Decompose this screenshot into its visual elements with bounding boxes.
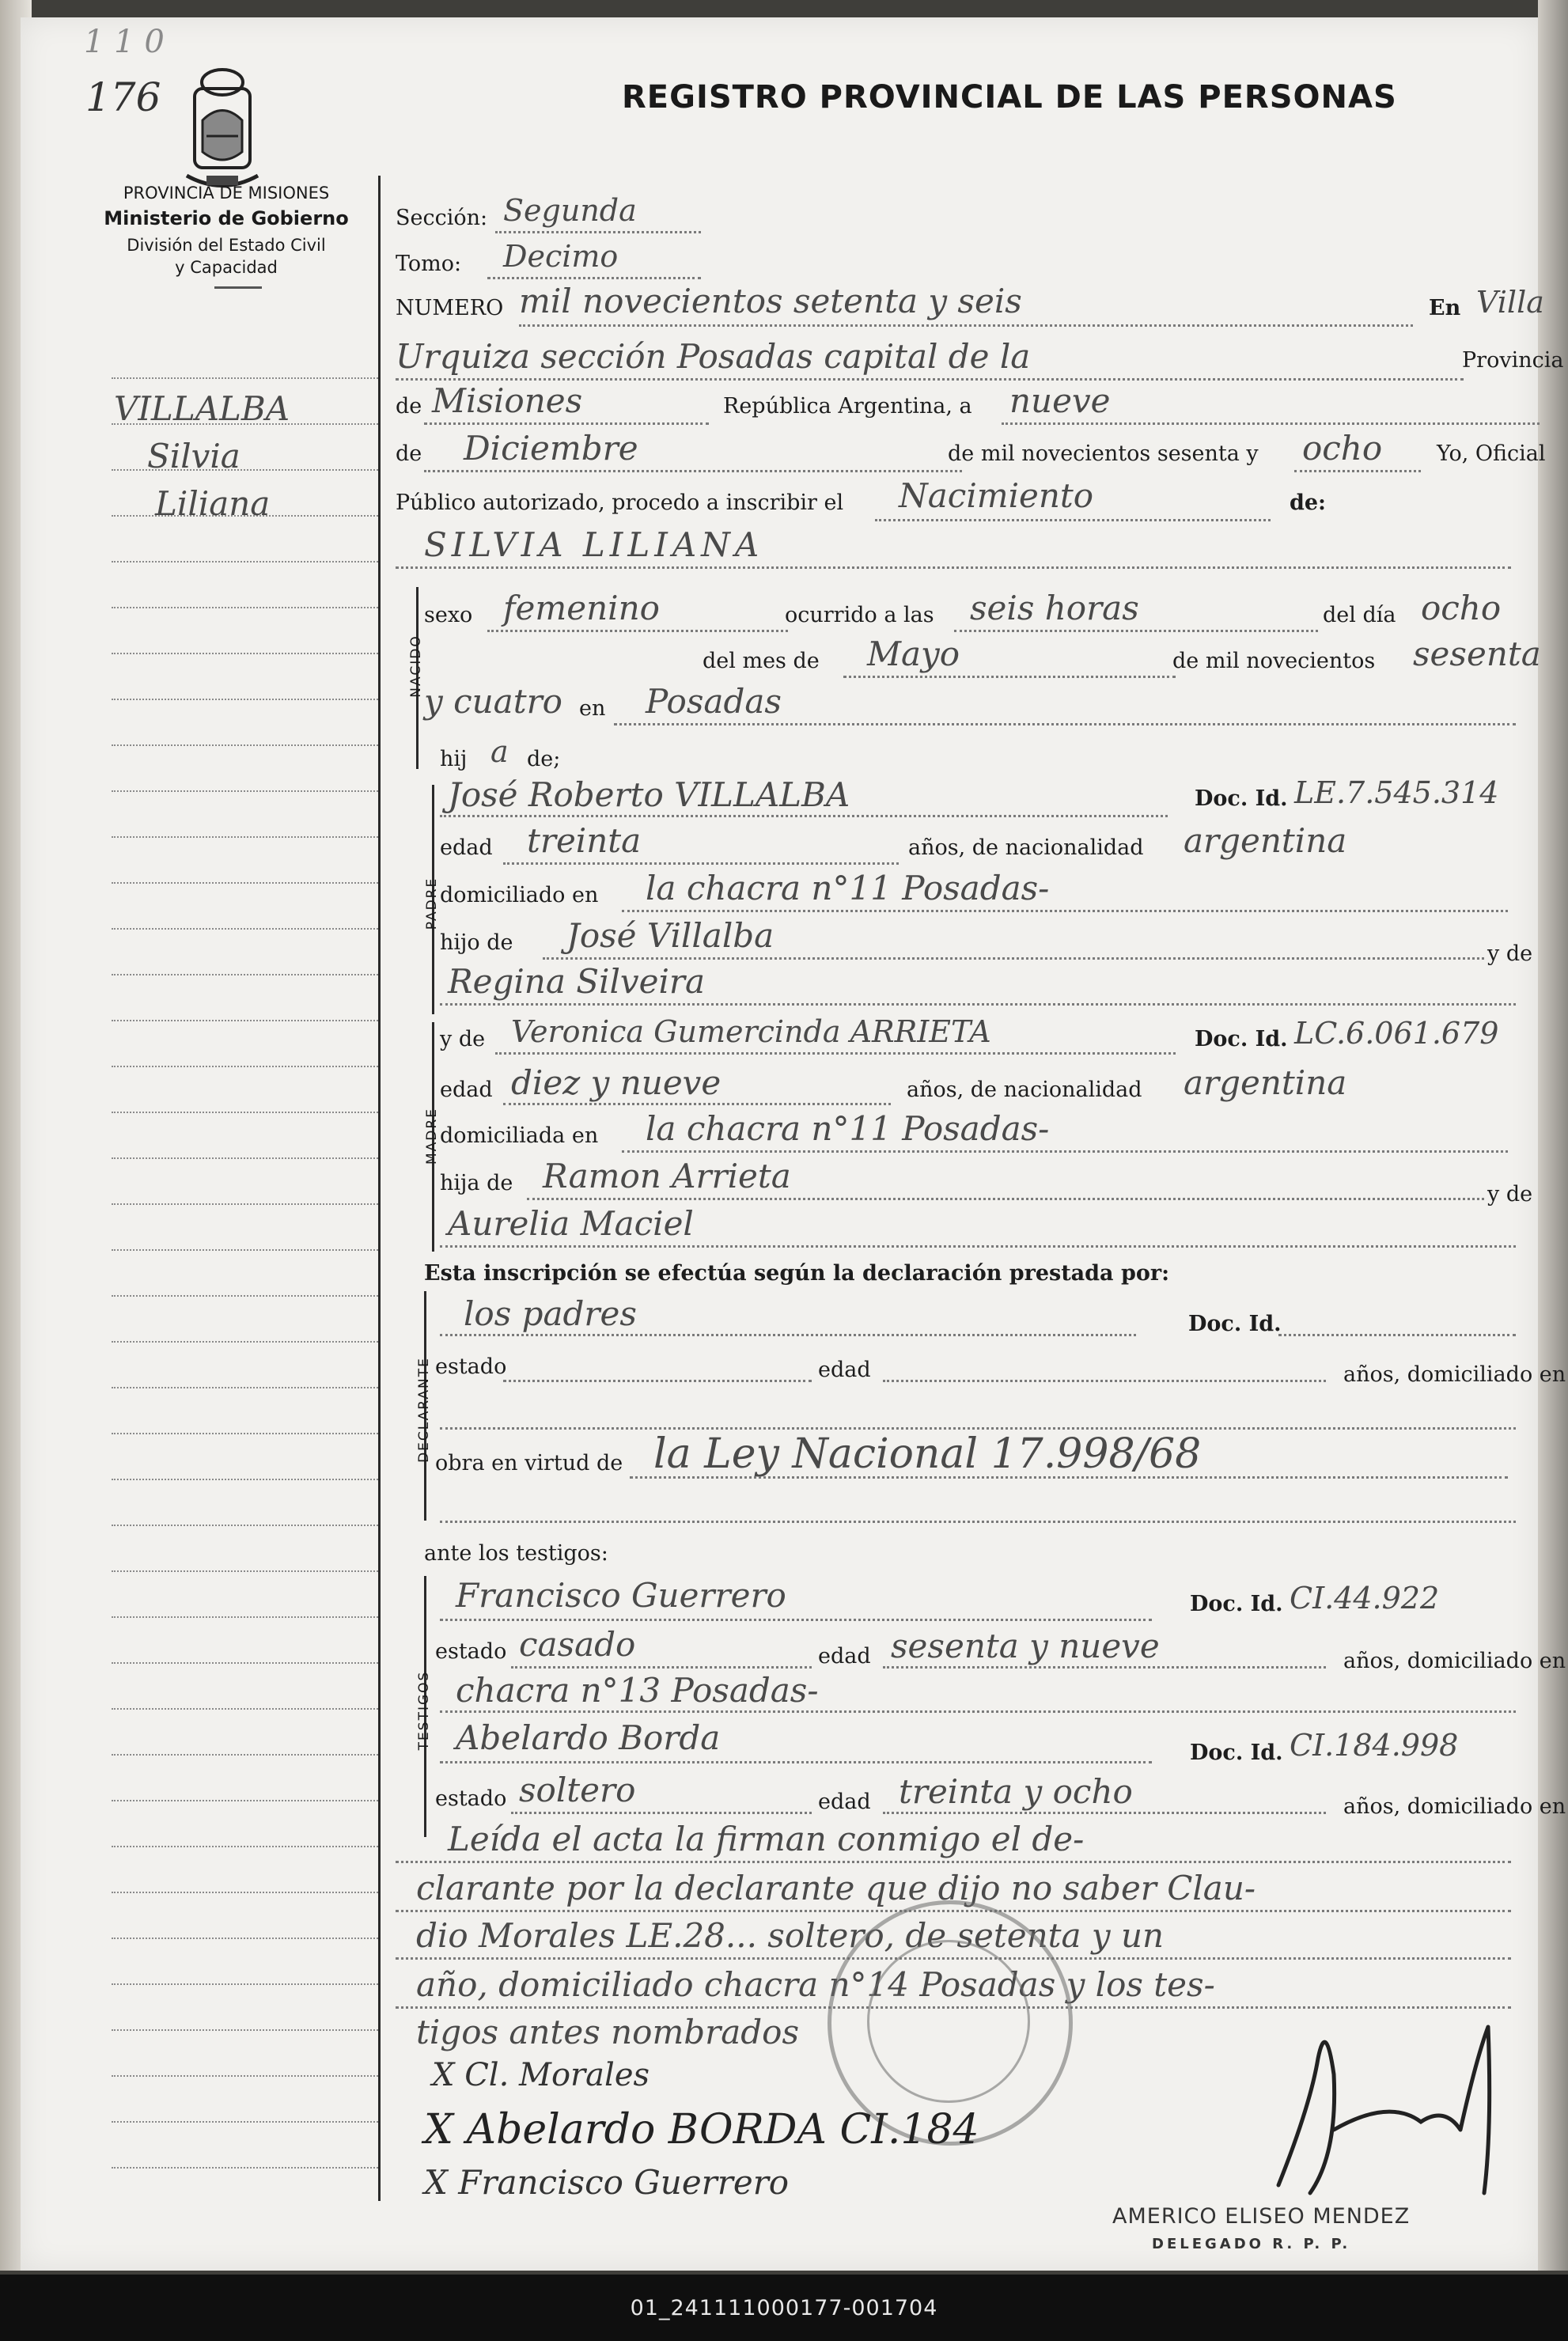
margin-rule bbox=[112, 607, 381, 608]
signature-witness-1: X Francisco Guerrero bbox=[424, 2163, 790, 2202]
margin-rule bbox=[112, 699, 381, 700]
sexo-line bbox=[487, 630, 788, 632]
hij-value: a bbox=[490, 734, 509, 769]
header-divider bbox=[214, 286, 262, 289]
obra-label: obra en virtud de bbox=[435, 1451, 623, 1475]
day-line bbox=[1002, 422, 1540, 425]
anio-label: de mil novecientos bbox=[1172, 649, 1376, 673]
closing-rule-1 bbox=[396, 1861, 1511, 1863]
seccion-line bbox=[495, 231, 701, 233]
province-value: Misiones bbox=[432, 381, 583, 420]
margin-rule bbox=[112, 1800, 381, 1801]
madre-section-label: MADRE bbox=[424, 1108, 440, 1165]
testigo2-doc-label: Doc. Id. bbox=[1190, 1741, 1283, 1765]
testigo1-dom-label: años, domiciliado en bbox=[1343, 1649, 1566, 1673]
margin-rule bbox=[112, 1112, 381, 1113]
padre-yde-label: y de bbox=[1487, 941, 1533, 966]
tomo-label: Tomo: bbox=[396, 252, 462, 276]
capacity-label: y Capacidad bbox=[175, 258, 278, 277]
de-label: de bbox=[396, 394, 422, 419]
official-signature-icon bbox=[1263, 2011, 1516, 2217]
padre-edad-line bbox=[503, 862, 899, 865]
margin-rule bbox=[112, 1754, 381, 1756]
declarante-dom-label: años, domiciliado en bbox=[1343, 1362, 1566, 1387]
padre-section-label: PADRE bbox=[424, 877, 440, 930]
margin-rule bbox=[112, 1341, 381, 1343]
declarante-edad-line bbox=[883, 1380, 1326, 1382]
anio-value-2: y cuatro bbox=[424, 682, 562, 721]
month-line bbox=[424, 470, 962, 472]
margin-rule bbox=[112, 1616, 381, 1618]
year-line bbox=[1294, 470, 1421, 472]
numero-label: NUMERO bbox=[396, 296, 504, 320]
coat-of-arms-icon bbox=[179, 65, 266, 199]
main-vertical-rule bbox=[378, 176, 381, 2201]
year-value: ocho bbox=[1302, 429, 1383, 468]
testigo1-estado: casado bbox=[519, 1625, 636, 1664]
hora-value: seis horas bbox=[970, 589, 1139, 627]
numero-value: mil novecientos setenta y seis bbox=[519, 282, 1022, 320]
padre-dom-line bbox=[622, 910, 1508, 912]
madre-name: Veronica Gumercinda ARRIETA bbox=[511, 1014, 991, 1049]
numero-line bbox=[519, 324, 1413, 327]
margin-rule bbox=[112, 790, 381, 792]
declarante-estado-line bbox=[503, 1380, 812, 1382]
margin-rule bbox=[112, 836, 381, 838]
testigo1-dom: chacra n°13 Posadas- bbox=[456, 1671, 819, 1710]
folio-number: 176 bbox=[85, 74, 161, 120]
margin-surname: VILLALBA bbox=[114, 389, 290, 428]
madre-dom-line bbox=[622, 1150, 1508, 1153]
padre-hijo-line bbox=[543, 957, 1484, 960]
testigo1-name: Francisco Guerrero bbox=[456, 1576, 786, 1615]
en-value: Villa bbox=[1476, 285, 1544, 320]
declarante-doc-label: Doc. Id. bbox=[1188, 1312, 1282, 1336]
registry-stamp-inner bbox=[867, 1940, 1030, 2103]
madre-hija-line bbox=[527, 1198, 1484, 1200]
provincia-label: Provincia bbox=[1462, 348, 1564, 373]
ministry-label: Ministerio de Gobierno bbox=[104, 207, 349, 229]
declarante-name: los padres bbox=[464, 1294, 637, 1333]
margin-rule bbox=[112, 1203, 381, 1205]
tomo-value: Decimo bbox=[503, 239, 619, 274]
margin-rule bbox=[112, 1570, 381, 1572]
madre-name-line bbox=[495, 1052, 1176, 1055]
madre-hija-label: hija de bbox=[440, 1171, 513, 1195]
publico-label: Público autorizado, procedo a inscribir el bbox=[396, 491, 844, 515]
madre-dom-value: la chacra n°11 Posadas- bbox=[646, 1109, 1050, 1148]
margin-rule bbox=[112, 1662, 381, 1664]
margin-rule bbox=[112, 1295, 381, 1297]
testigos-section-label: TESTIGOS bbox=[416, 1670, 432, 1751]
margin-rule bbox=[112, 1249, 381, 1251]
margin-rule bbox=[112, 1157, 381, 1159]
act-line bbox=[875, 519, 1271, 521]
madre-nac-label: años, de nacionalidad bbox=[907, 1078, 1142, 1102]
testigos-intro: ante los testigos: bbox=[424, 1541, 608, 1566]
testigo1-edad-label: edad bbox=[818, 1644, 871, 1669]
madre-doc-label: Doc. Id. bbox=[1195, 1027, 1288, 1051]
official-name: AMERICO ELISEO MENDEZ bbox=[1112, 2204, 1411, 2229]
testigo1-doc-label: Doc. Id. bbox=[1190, 1592, 1283, 1616]
padre-doc-value: LE.7.545.314 bbox=[1294, 775, 1499, 810]
margin-rule bbox=[112, 1938, 381, 1939]
madre-yde-label: y de bbox=[440, 1027, 486, 1051]
declarante-edad-label: edad bbox=[818, 1358, 871, 1382]
margin-rule bbox=[112, 561, 381, 563]
madre-nac-value: argentina bbox=[1184, 1063, 1347, 1102]
division-label: División del Estado Civil bbox=[127, 236, 326, 255]
margin-first-name: Silvia bbox=[147, 437, 241, 475]
province-label: PROVINCIA DE MISIONES bbox=[123, 184, 330, 203]
padre-mother-name: Regina Silveira bbox=[448, 962, 706, 1001]
testigo2-name: Abelardo Borda bbox=[456, 1718, 721, 1757]
margin-rule bbox=[112, 928, 381, 930]
margin-rule bbox=[112, 1479, 381, 1480]
yo-label: Yo, Oficial bbox=[1437, 441, 1546, 466]
padre-mother-line bbox=[440, 1003, 1516, 1006]
sexo-value: femenino bbox=[503, 589, 660, 627]
person-name: SILVIA LILIANA bbox=[424, 525, 764, 564]
margin-rule bbox=[112, 744, 381, 746]
madre-yde2-label: y de bbox=[1487, 1182, 1533, 1206]
lugar-line bbox=[614, 723, 1516, 725]
declarante-name-line bbox=[440, 1334, 1136, 1336]
declarante-intro: Esta inscripción se efectúa según la declaración prestada por: bbox=[424, 1261, 1170, 1286]
dia-label: del día bbox=[1323, 603, 1396, 627]
en-label: En bbox=[1429, 296, 1461, 320]
closing-line-4: año, domiciliado chacra n°14 Posadas y los tes- bbox=[416, 1965, 1215, 2004]
obra-value: la Ley Nacional 17.998/68 bbox=[653, 1430, 1202, 1478]
testigo1-edad-line bbox=[883, 1666, 1326, 1669]
margin-rule bbox=[112, 2121, 381, 2123]
hij-de-label: de; bbox=[527, 747, 561, 771]
obra-line-2 bbox=[440, 1521, 1516, 1523]
page-edge bbox=[1538, 0, 1568, 2271]
margin-rule bbox=[112, 2029, 381, 2031]
seccion-label: Sección: bbox=[396, 206, 488, 230]
margin-rule bbox=[112, 1708, 381, 1710]
margin-rule bbox=[112, 1846, 381, 1847]
image-id-text: 01_241111000177-001704 bbox=[630, 2295, 938, 2320]
testigo1-estado-label: estado bbox=[435, 1639, 507, 1664]
testigo2-edad-line bbox=[883, 1812, 1326, 1814]
margin-second-name: Liliana bbox=[155, 484, 271, 523]
margin-rule bbox=[112, 653, 381, 654]
en-place-label: en bbox=[579, 696, 606, 721]
day-value: nueve bbox=[1009, 381, 1111, 420]
testigo1-estado-line bbox=[511, 1666, 812, 1669]
margin-rule bbox=[112, 1387, 381, 1388]
declarante-section-label: DECLARANTE bbox=[416, 1357, 432, 1463]
declarante-dom-line bbox=[440, 1427, 1516, 1430]
margin-rule bbox=[112, 882, 381, 884]
closing-line-3: dio Morales LE.28... soltero, de setenta y un bbox=[416, 1916, 1165, 1955]
margin-rule bbox=[112, 2167, 381, 2169]
register-page bbox=[21, 17, 1566, 2271]
madre-edad-label: edad bbox=[440, 1078, 493, 1102]
margin-rule bbox=[112, 1433, 381, 1434]
testigo1-doc: CI.44.922 bbox=[1290, 1581, 1440, 1616]
padre-nac-label: años, de nacionalidad bbox=[908, 835, 1144, 860]
ocurrido-label: ocurrido a las bbox=[785, 603, 934, 627]
margin-rule bbox=[112, 1066, 381, 1067]
republica-label: República Argentina, a bbox=[723, 394, 972, 419]
padre-nac-value: argentina bbox=[1184, 821, 1347, 860]
padre-name: José Roberto VILLALBA bbox=[448, 775, 850, 814]
hij-label: hij bbox=[440, 747, 468, 771]
lugar-value: Posadas bbox=[646, 682, 782, 721]
madre-edad-line bbox=[503, 1103, 891, 1105]
province-line bbox=[424, 422, 709, 425]
madre-mother-line bbox=[440, 1245, 1516, 1248]
testigo2-edad-label: edad bbox=[818, 1790, 871, 1814]
margin-rule bbox=[112, 1525, 381, 1526]
closing-line-5: tigos antes nombrados bbox=[416, 2013, 800, 2051]
folio-top: 1 1 0 bbox=[84, 24, 165, 60]
mes-line bbox=[843, 676, 1176, 678]
declarante-doc-line bbox=[1278, 1334, 1516, 1336]
madre-mother-name: Aurelia Maciel bbox=[448, 1204, 694, 1243]
page-title: REGISTRO PROVINCIAL DE LAS PERSONAS bbox=[622, 79, 1397, 116]
testigo2-estado-label: estado bbox=[435, 1786, 507, 1811]
signature-witness-2: X Abelardo BORDA CI.184 bbox=[424, 2106, 979, 2153]
mes-label: del mes de bbox=[703, 649, 820, 673]
locality-line bbox=[396, 378, 1464, 381]
madre-doc-value: LC.6.061.679 bbox=[1294, 1016, 1499, 1051]
nacido-section-label: NACIDO bbox=[408, 634, 424, 698]
obra-line bbox=[630, 1476, 1508, 1479]
month-value: Diciembre bbox=[464, 429, 638, 468]
testigo2-estado-line bbox=[511, 1812, 812, 1814]
closing-line-1: Leída el acta la firman conmigo el de- bbox=[448, 1820, 1085, 1858]
padre-edad-value: treinta bbox=[527, 821, 642, 860]
anio-value: sesenta bbox=[1413, 634, 1541, 673]
testigo2-name-line bbox=[440, 1761, 1152, 1763]
margin-rule bbox=[112, 1020, 381, 1021]
madre-edad-value: diez y nueve bbox=[511, 1063, 722, 1102]
madre-dom-label: domiciliada en bbox=[440, 1123, 599, 1148]
testigo1-name-line bbox=[440, 1619, 1152, 1621]
person-line bbox=[396, 566, 1511, 569]
margin-rule bbox=[112, 2075, 381, 2077]
locality-value: Urquiza sección Posadas capital de la bbox=[396, 337, 1031, 376]
testigo2-estado: soltero bbox=[519, 1771, 636, 1809]
testigo2-dom-label: años, domiciliado en bbox=[1343, 1794, 1566, 1819]
declarante-estado-label: estado bbox=[435, 1354, 507, 1379]
padre-edad-label: edad bbox=[440, 835, 493, 860]
de3-label: de: bbox=[1290, 491, 1327, 515]
testigo2-edad: treinta y ocho bbox=[899, 1772, 1133, 1811]
seccion-value: Segunda bbox=[503, 193, 637, 228]
margin-rule bbox=[112, 1892, 381, 1893]
signature-declarante: X Cl. Morales bbox=[432, 2057, 650, 2093]
mes-value: Mayo bbox=[867, 634, 960, 673]
padre-dom-label: domiciliado en bbox=[440, 883, 599, 907]
padre-hijo-value: José Villalba bbox=[566, 916, 775, 955]
hora-line bbox=[954, 630, 1318, 632]
margin-rule bbox=[112, 377, 381, 379]
image-id-bar bbox=[0, 2275, 1568, 2341]
year-text: de mil novecientos sesenta y bbox=[948, 441, 1259, 466]
padre-dom-value: la chacra n°11 Posadas- bbox=[646, 869, 1050, 907]
act-value: Nacimiento bbox=[899, 476, 1094, 515]
testigo1-dom-line bbox=[440, 1710, 1516, 1713]
testigo1-edad: sesenta y nueve bbox=[891, 1627, 1160, 1665]
official-title: DELEGADO R. P. P. bbox=[1152, 2236, 1351, 2252]
padre-name-line bbox=[440, 815, 1168, 817]
padre-doc-label: Doc. Id. bbox=[1195, 786, 1288, 811]
dia-value: ocho bbox=[1421, 589, 1502, 627]
tomo-line bbox=[487, 277, 701, 279]
testigo2-doc: CI.184.998 bbox=[1290, 1728, 1459, 1763]
padre-hijo-label: hijo de bbox=[440, 930, 513, 955]
sexo-label: sexo bbox=[424, 603, 473, 627]
madre-hija-value: Ramon Arrieta bbox=[543, 1157, 791, 1195]
de2-label: de bbox=[396, 441, 422, 466]
closing-line-2: clarante por la declarante que dijo no saber Clau- bbox=[416, 1869, 1256, 1907]
margin-rule bbox=[112, 974, 381, 975]
margin-rule bbox=[112, 1983, 381, 1985]
